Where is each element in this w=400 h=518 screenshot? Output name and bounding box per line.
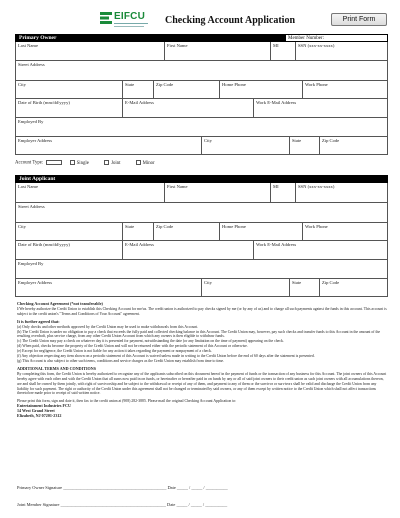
date-label: Date <box>167 502 176 507</box>
primary-first-name-field[interactable] <box>164 42 270 60</box>
form-title: Checking Account Application <box>165 15 296 26</box>
joint-last-name-field[interactable] <box>16 183 164 202</box>
logo-underline <box>114 23 148 24</box>
joint-employer-city-field[interactable] <box>201 279 289 296</box>
joint-ssn-field[interactable] <box>295 183 389 202</box>
field-label: Work Phone <box>305 224 328 229</box>
account-option-minor[interactable] <box>136 161 155 166</box>
joint-dob-field[interactable] <box>16 241 122 259</box>
logo-mark-icon <box>100 12 112 26</box>
primary-employer-row <box>15 137 388 155</box>
field-label: MI <box>273 184 279 189</box>
primary-employer-city-field[interactable] <box>201 137 289 154</box>
primary-employer-zip-field[interactable] <box>319 137 389 154</box>
field-label: Date of Birth (mm/dd/yyyy) <box>18 100 70 105</box>
joint-zip-field[interactable] <box>153 223 219 240</box>
field-label: Employer Address <box>18 138 53 143</box>
agreement-heading: Checking Account Agreement (*not transferable) <box>17 301 103 306</box>
field-label: Work E-Mail Address <box>256 242 297 247</box>
account-option-single[interactable] <box>70 161 89 166</box>
primary-owner-title: Primary Owner <box>19 35 57 41</box>
primary-work-email-field[interactable] <box>253 99 389 117</box>
signature-underline: _______________________________________________ <box>63 485 168 490</box>
agreement-item: (b) The Credit Union is under no obligation to pay a check that exceeds the fully paid and collected checking balance in this Account. The Credit Union may, however, pay such checks and transfer funds to this Account in the amount of the resulting overdraft, plus service charge, from any other Credit Union Account from which any owners is then eligible to withdraw funds. <box>17 329 381 339</box>
date-blanks: _____ / _____ / __________ <box>176 502 228 507</box>
primary-work-phone-field[interactable] <box>302 81 389 98</box>
logo-text: EIFCU <box>114 11 145 22</box>
member-number-field[interactable] <box>285 34 388 42</box>
option-label: Single <box>76 160 89 166</box>
joint-employer-state-field[interactable] <box>289 279 319 296</box>
option-label: Joint <box>111 160 121 166</box>
joint-first-name-field[interactable] <box>164 183 270 202</box>
primary-employed-row <box>15 118 388 137</box>
primary-zip-field[interactable] <box>153 81 219 98</box>
field-label: Home Phone <box>222 224 246 229</box>
field-label: Zip Code <box>322 280 340 285</box>
primary-ssn-field[interactable] <box>295 42 389 60</box>
field-label: City <box>204 138 212 143</box>
joint-mi-field[interactable] <box>270 183 295 202</box>
date-blanks: _____ / _____ / __________ <box>176 485 228 490</box>
field-label: Last Name <box>18 43 39 48</box>
joint-employed-by-field[interactable] <box>16 260 389 278</box>
primary-city-row <box>15 81 388 99</box>
joint-state-field[interactable] <box>122 223 153 240</box>
joint-applicant-header <box>15 175 388 183</box>
joint-work-email-field[interactable] <box>253 241 389 259</box>
field-label: Date of Birth (mm/dd/yyyy) <box>18 242 70 247</box>
joint-city-row <box>15 223 388 241</box>
print-form-button[interactable]: Print Form <box>331 13 387 26</box>
joint-employed-row <box>15 260 388 279</box>
field-label: Last Name <box>18 184 39 189</box>
agreement-item: (a) Only checks and other methods approved by the Credit Union may be used to make withdrawals from this Account. <box>17 324 199 329</box>
account-option-joint[interactable] <box>104 161 120 166</box>
single-checkbox[interactable] <box>70 160 75 165</box>
joint-employer-address-field[interactable] <box>16 279 201 296</box>
joint-city-field[interactable] <box>16 223 122 240</box>
address-line: Entertainment Industries FCU <box>17 403 71 409</box>
primary-email-field[interactable] <box>122 99 253 117</box>
agreement-item: (g) This Account is also subject to other such terms, conditions and service charges as the Credit Union may establish from time to time. <box>17 358 225 363</box>
agreement-item: (c) The Credit Union may pay a check on whatever day it is presented for payment, notwithstanding the date (or any limitation on the time of payment) appearing on the check. <box>17 339 284 344</box>
eifcu-logo <box>100 11 150 33</box>
terms-text: By completing this form, the Credit Union is hereby authorized to recognize any of the applicants subscribed on this document hereof in the payment of funds or the transaction of any business for this Account. The joint owners of this Account hereby agree with each other and with the Credit Union that all sums now paid in on funds, or hereinafter or hereafter paid in on funds by any or all of said joint owners to their credit union as such joint owners with all accumulations thereon, are and shall be owned by them jointly, with right of survivorship and be subject to the withdrawal or receipt of any of them, and payment to any of them or the survivor or survivors shall be valid and discharge the Credit Union from any liability for such payment. The right or authority of the Credit Union under this agreement shall not be changed or terminated by said owners, or any of them except by written notice to the Credit Union which shall not affect transactions theretofore made prior to receipt of said written notice. <box>17 371 387 396</box>
primary-dob-row <box>15 99 388 118</box>
signature-underline: ________________________________________________ <box>60 502 168 507</box>
member-number-label: Member Number: <box>288 36 324 41</box>
primary-signature-line[interactable] <box>17 485 228 490</box>
field-label: City <box>18 224 26 229</box>
field-label: Home Phone <box>222 82 246 87</box>
date-label: Date <box>167 485 176 490</box>
mail-instructions: Please print this form, sign and date it, then fax to the credit union at (908) 282-3885. Please mail the original Checking Account Application to: <box>17 399 237 404</box>
field-label: Zip Code <box>156 224 174 229</box>
field-label: Employed By <box>18 119 44 124</box>
joint-street-field[interactable] <box>16 203 389 222</box>
joint-home-phone-field[interactable] <box>219 223 302 240</box>
field-label: Employer Address <box>18 280 53 285</box>
field-label: State <box>125 224 135 229</box>
logo-underline-2 <box>114 26 144 27</box>
field-label: E-Mail Address <box>125 100 154 105</box>
primary-employer-address-field[interactable] <box>16 137 201 154</box>
account-type-row <box>15 160 169 166</box>
field-label: State <box>125 82 135 87</box>
joint-name-row <box>15 183 388 203</box>
joint-employer-row <box>15 279 388 297</box>
joint-signature-label: Joint Member Signature <box>17 502 60 507</box>
primary-state-field[interactable] <box>122 81 153 98</box>
further-agreed-heading: It is further agreed that: <box>17 318 60 324</box>
primary-last-name-field[interactable] <box>16 42 164 60</box>
joint-checkbox[interactable] <box>104 160 109 165</box>
field-label: MI <box>273 43 279 48</box>
primary-employer-state-field[interactable] <box>289 137 319 154</box>
primary-street-field[interactable] <box>16 61 389 80</box>
terms-heading: ADDITIONAL TERMS AND CONDITIONS <box>17 365 96 371</box>
primary-employed-by-field[interactable] <box>16 118 389 136</box>
field-label: City <box>204 280 212 285</box>
primary-city-field[interactable] <box>16 81 122 98</box>
field-label: First Name <box>167 184 188 189</box>
field-label: E-Mail Address <box>125 242 154 247</box>
option-label: Minor <box>142 160 155 166</box>
primary-signature-label: Primary Owner Signature <box>17 485 63 490</box>
address-line: Elizabeth, NJ 07201-2312 <box>17 413 62 419</box>
primary-home-phone-field[interactable] <box>219 81 302 98</box>
joint-work-phone-field[interactable] <box>302 223 389 240</box>
agreement-section <box>17 302 387 419</box>
minor-checkbox[interactable] <box>136 160 141 165</box>
field-label: State <box>292 280 302 285</box>
joint-email-field[interactable] <box>122 241 253 259</box>
joint-street-row <box>15 203 388 223</box>
field-label: Work E-Mail Address <box>256 100 297 105</box>
account-type-label: Account Type: <box>15 160 44 166</box>
field-label: Employed By <box>18 261 44 266</box>
joint-employer-zip-field[interactable] <box>319 279 389 296</box>
field-label: Street Address <box>18 204 45 209</box>
field-label: SSN (xxx-xx-xxxx) <box>298 184 335 189</box>
primary-mi-field[interactable] <box>270 42 295 60</box>
field-label: SSN (xxx-xx-xxxx) <box>298 43 335 48</box>
account-type-select[interactable] <box>46 160 62 165</box>
joint-applicant-title: Joint Applicant <box>19 176 56 182</box>
field-label: State <box>292 138 302 143</box>
field-label: City <box>18 82 26 87</box>
primary-street-row <box>15 61 388 81</box>
primary-dob-field[interactable] <box>16 99 122 117</box>
agreement-item: (e) Except for negligence, the Credit Union is not liable for any action it takes regarding the payment or nonpayment of a check. <box>17 349 212 354</box>
agreement-intro: I/We hereby authorize the Credit Union to establish this Checking Account for me/us. The credit union is authorized to pay checks signed by me (or by any of us) and to charge all such payments against the funds in this account. This account is subject to the credit union's "Terms and Conditions of Your Account" agreement. <box>17 306 387 316</box>
field-label: Work Phone <box>305 82 328 87</box>
joint-signature-line[interactable] <box>17 502 227 507</box>
agreement-item: (d) When paid, checks become the property of the Credit Union and will not be returned either with the periodic statement of this Account or otherwise. <box>17 344 248 349</box>
field-label: Zip Code <box>322 138 340 143</box>
address-line: 14 West Grand Street <box>17 408 55 414</box>
joint-dob-row <box>15 241 388 260</box>
primary-name-row <box>15 42 388 61</box>
agreement-item: (f) Any objection respecting any item shown on a periodic statement of this Account is waived unless made in writing to the Credit Union before the end of 60 days after the statement is presented. <box>17 354 315 359</box>
field-label: Street Address <box>18 62 45 67</box>
field-label: First Name <box>167 43 188 48</box>
field-label: Zip Code <box>156 82 174 87</box>
primary-owner-header <box>15 34 388 42</box>
